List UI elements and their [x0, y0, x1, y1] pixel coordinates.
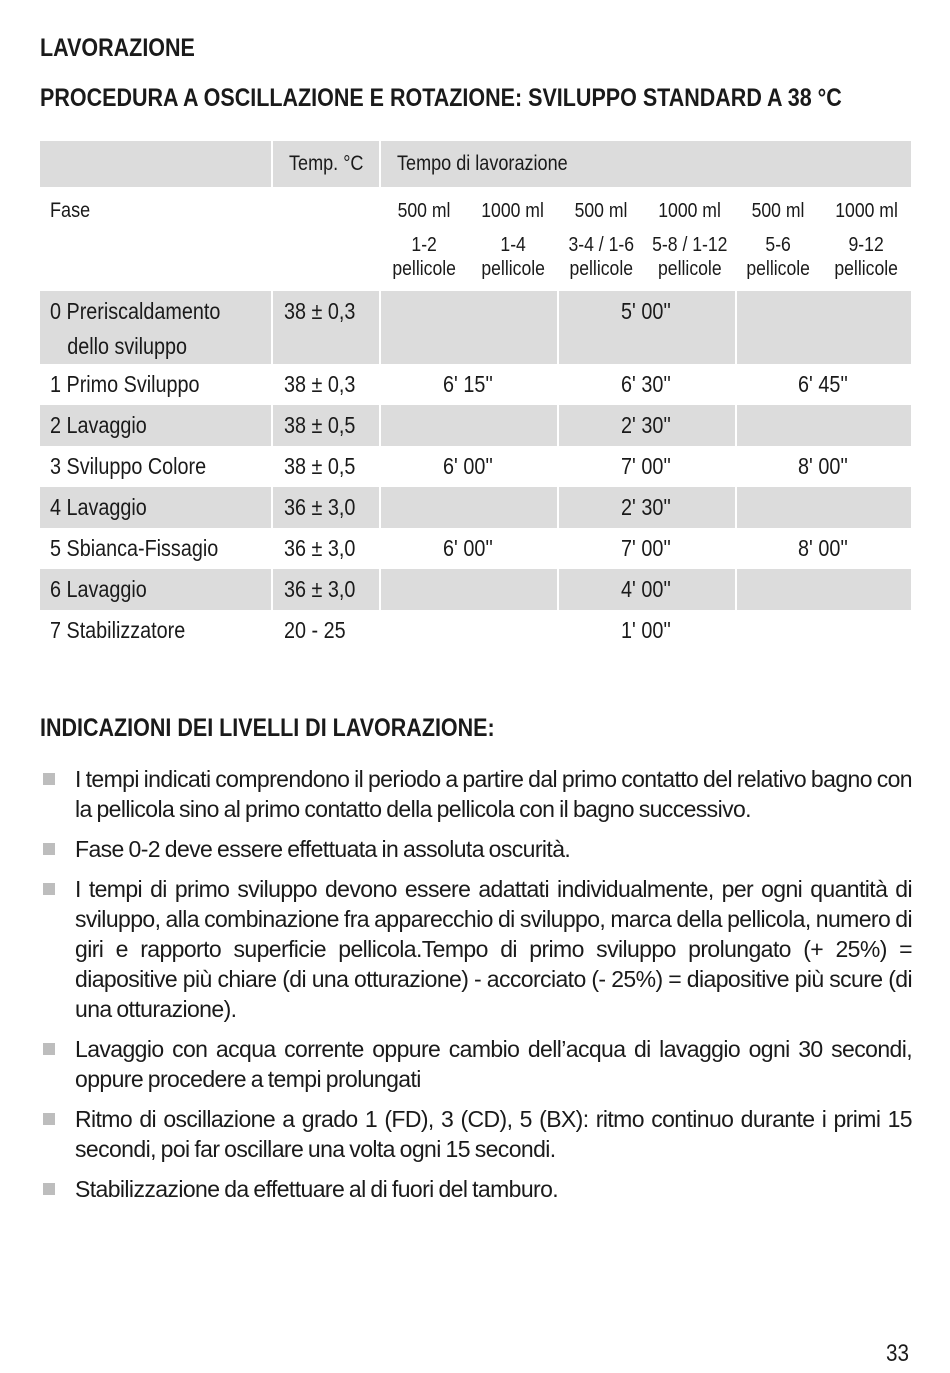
time-col-3 — [735, 617, 911, 644]
table-header-row — [40, 141, 911, 187]
temperature: 36 ± 3,0 — [284, 535, 356, 561]
time-col-3: 6' 45'' — [798, 371, 848, 397]
header-temp: Temp. °C — [289, 152, 364, 175]
table-row — [40, 405, 911, 446]
film-count-col2: 1-4 pellicole — [481, 234, 545, 280]
temperature: 38 ± 0,5 — [284, 412, 356, 438]
square-bullet-icon — [43, 1113, 55, 1125]
time-col-3: 8' 00'' — [798, 453, 848, 479]
temperature: 38 ± 0,5 — [284, 453, 356, 479]
film-count-col4: 5-8 / 1-12 pellicole — [652, 234, 728, 280]
volume-col1: 500 ml — [397, 200, 451, 222]
time-col-1: 6' 15'' — [443, 371, 493, 397]
section-title: LAVORAZIONE — [40, 34, 195, 62]
table-row — [40, 610, 911, 651]
time-col-1: 6' 00'' — [443, 535, 493, 561]
temperature: 38 ± 0,3 — [284, 371, 356, 397]
time-col-3: 8' 00'' — [798, 535, 848, 561]
time-col-2: 5' 00'' — [621, 298, 671, 324]
film-count-col3: 3-4 / 1-6 pellicole — [568, 234, 634, 280]
phase-name: 4 Lavaggio — [50, 494, 147, 520]
table-row — [40, 446, 911, 487]
time-col-2: 2' 30'' — [621, 494, 671, 520]
phase-name: 3 Sviluppo Colore — [50, 453, 207, 479]
table-row — [40, 291, 911, 364]
list-item: I tempi di primo sviluppo devono essere adattati individualmente, per ogni quantità di sviluppo, alla combinazione fra apparecchio di sviluppo, marca della pellicola, numero di giri e rapporto superficie pellicola.Tempo di primo sviluppo prolungato (+ 25%) = diapositive più chiare (di una otturazione) - accorciato (- 25%) = diapositive più scure (di una otturazione). — [40, 874, 912, 1024]
temperature: 38 ± 0,3 — [284, 298, 356, 324]
fase-label: Fase — [50, 199, 91, 222]
time-col-3 — [735, 494, 911, 521]
volume-col6: 1000 ml — [835, 200, 898, 222]
time-col-2: 7' 00'' — [621, 453, 671, 479]
volume-col3: 500 ml — [574, 200, 628, 222]
bullet-list — [40, 764, 912, 1214]
time-col-1 — [379, 494, 557, 521]
phase-name: 0 Preriscaldamento dello sviluppo — [50, 298, 221, 359]
indications-title: INDICAZIONI DEI LIVELLI DI LAVORAZIONE: — [40, 714, 495, 742]
time-col-2: 6' 30'' — [621, 371, 671, 397]
list-item: Lavaggio con acqua corrente oppure cambio dell’acqua di lavaggio ogni 30 secondi, oppure procedere a tempi prolungati — [40, 1034, 912, 1094]
table-row — [40, 569, 911, 610]
time-col-1 — [379, 412, 557, 439]
volume-col5: 500 ml — [752, 200, 805, 222]
time-col-1 — [379, 298, 557, 325]
time-col-3 — [735, 298, 911, 325]
table-row — [40, 364, 911, 405]
time-col-1 — [379, 617, 557, 644]
square-bullet-icon — [43, 843, 55, 855]
temperature: 36 ± 3,0 — [284, 494, 356, 520]
temperature: 20 - 25 — [284, 617, 346, 643]
volume-col4: 1000 ml — [658, 200, 722, 222]
square-bullet-icon — [43, 773, 55, 785]
list-item: I tempi indicati comprendono il periodo a partire dal primo contatto del relativo bagno con la pellicola sino al primo contatto della pellicola con il bagno successivo. — [40, 764, 912, 824]
list-item: Stabilizzazione da effettuare al di fuori del tamburo. — [40, 1174, 912, 1204]
film-count-col5: 5-6 pellicole — [746, 234, 811, 280]
time-col-3 — [735, 576, 911, 603]
square-bullet-icon — [43, 1043, 55, 1055]
procedure-title: PROCEDURA A OSCILLAZIONE E ROTAZIONE: SVILUPPO STANDARD A 38 °C — [40, 84, 842, 112]
time-col-2: 4' 00'' — [621, 576, 671, 602]
time-col-3 — [735, 412, 911, 439]
phase-name: 6 Lavaggio — [50, 576, 147, 602]
square-bullet-icon — [43, 1183, 55, 1195]
temperature: 36 ± 3,0 — [284, 576, 356, 602]
time-col-2: 1' 00'' — [621, 617, 671, 643]
phase-name: 2 Lavaggio — [50, 412, 147, 438]
time-col-2: 2' 30'' — [621, 412, 671, 438]
square-bullet-icon — [43, 883, 55, 895]
list-item: Fase 0-2 deve essere effettuata in assoluta oscurità. — [40, 834, 912, 864]
header-time: Tempo di lavorazione — [397, 152, 568, 175]
film-count-col1: 1-2 pellicole — [392, 234, 456, 280]
time-col-1 — [379, 576, 557, 603]
phase-name: 7 Stabilizzatore — [50, 617, 186, 643]
page-number: 33 — [886, 1340, 909, 1367]
table-row — [40, 528, 911, 569]
time-col-1: 6' 00'' — [443, 453, 493, 479]
film-count-col6: 9-12 pellicole — [834, 234, 899, 280]
volume-col2: 1000 ml — [481, 200, 545, 222]
phase-name: 5 Sbianca-Fissagio — [50, 535, 219, 561]
table-subheader-row — [40, 187, 911, 291]
phase-name: 1 Primo Sviluppo — [50, 371, 200, 397]
time-col-2: 7' 00'' — [621, 535, 671, 561]
table-row — [40, 487, 911, 528]
list-item: Ritmo di oscillazione a grado 1 (FD), 3 (CD), 5 (BX): ritmo continuo durante i primi 15 secondi, poi far oscillare una volta ogni 15 secondi. — [40, 1104, 912, 1164]
